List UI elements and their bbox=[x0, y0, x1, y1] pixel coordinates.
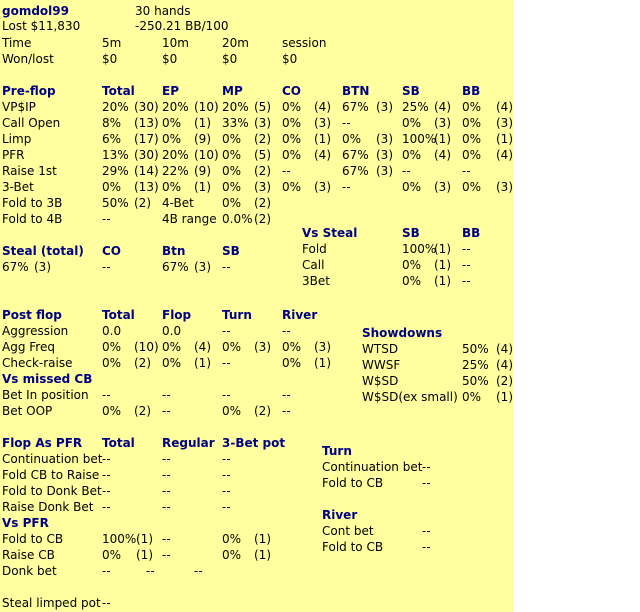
postflop-cell: (3) bbox=[314, 340, 331, 354]
turn-row-value: -- bbox=[422, 460, 431, 474]
preflop-cell: 0% bbox=[402, 148, 422, 162]
preflop-cell: 0% bbox=[462, 132, 482, 146]
preflop-cell: (2) bbox=[254, 164, 271, 178]
preflop-cell: (3) bbox=[376, 100, 393, 114]
postflop-cell: 0% bbox=[162, 340, 182, 354]
vs-steal-col-bb: BB bbox=[462, 226, 481, 240]
postflop-col-header: River bbox=[282, 308, 318, 322]
flop-pfr-regular: -- bbox=[162, 452, 171, 466]
missed-cb-cell: -- bbox=[282, 388, 291, 402]
postflop-cell: (1) bbox=[314, 356, 331, 370]
preflop-cell: 20% bbox=[222, 100, 249, 114]
preflop-cell: (30) bbox=[134, 148, 159, 162]
flop-as-pfr-title: Flop As PFR bbox=[2, 436, 83, 450]
preflop-cell: (3) bbox=[434, 116, 451, 130]
vs-pfr-regular: -- bbox=[162, 548, 171, 562]
preflop-cell: 100% bbox=[402, 132, 437, 146]
vs-pfr-3bet: 0% bbox=[222, 548, 242, 562]
preflop-cell: (14) bbox=[134, 164, 159, 178]
vs-steal-bb-value: -- bbox=[462, 274, 471, 288]
preflop-cell: 13% bbox=[102, 148, 129, 162]
vs-missed-cb-title: Vs missed CB bbox=[2, 372, 93, 386]
flop-pfr-regular: -- bbox=[162, 468, 171, 482]
preflop-cell: 20% bbox=[162, 100, 189, 114]
showdown-value: 0% bbox=[462, 390, 482, 404]
preflop-cell: 8% bbox=[102, 116, 122, 130]
preflop-cell: (4) bbox=[496, 148, 513, 162]
vs-steal-count: (1) bbox=[434, 242, 451, 256]
preflop-cell: (4) bbox=[314, 148, 331, 162]
vs-pfr-total: 100% bbox=[102, 532, 137, 546]
preflop-cell: (17) bbox=[134, 132, 159, 146]
preflop-cell: 0% bbox=[462, 180, 482, 194]
preflop-cell: 0% bbox=[222, 180, 242, 194]
postflop-cell: 0% bbox=[222, 340, 242, 354]
preflop-cell: 0% bbox=[402, 180, 422, 194]
fold-to-3bet-value: 50% bbox=[102, 196, 129, 210]
preflop-cell: (1) bbox=[314, 132, 331, 146]
postflop-col-header: Total bbox=[102, 308, 135, 322]
showdown-row-label: WWSF bbox=[362, 358, 401, 372]
preflop-cell: (5) bbox=[254, 148, 271, 162]
preflop-cell: 0% bbox=[282, 100, 302, 114]
missed-cb-cell: (2) bbox=[134, 404, 151, 418]
flop-pfr-3bet: -- bbox=[222, 468, 231, 482]
missed-cb-cell: 0% bbox=[222, 404, 242, 418]
flop-pfr-row-label: Raise Donk Bet bbox=[2, 500, 94, 514]
turn-title: Turn bbox=[322, 444, 352, 458]
postflop-row-label: Aggression bbox=[2, 324, 69, 338]
showdown-value: 50% bbox=[462, 374, 489, 388]
donk-bet-value: -- bbox=[194, 564, 203, 578]
preflop-cell: -- bbox=[282, 164, 291, 178]
preflop-cell: 0% bbox=[462, 116, 482, 130]
preflop-cell: (4) bbox=[314, 100, 331, 114]
postflop-cell: (2) bbox=[134, 356, 151, 370]
vs-pfr-3bet-count: (1) bbox=[254, 532, 271, 546]
preflop-cell: -- bbox=[402, 164, 411, 178]
turn-row-label: Continuation bet bbox=[322, 460, 423, 474]
preflop-cell: (3) bbox=[496, 180, 513, 194]
preflop-cell: 0% bbox=[222, 148, 242, 162]
flop-pfr-3bet: -- bbox=[222, 484, 231, 498]
preflop-cell: (4) bbox=[496, 100, 513, 114]
missed-cb-cell: -- bbox=[162, 404, 171, 418]
missed-cb-cell: -- bbox=[222, 388, 231, 402]
preflop-cell: 0% bbox=[462, 100, 482, 114]
four-bet-value: 0% bbox=[222, 196, 242, 210]
preflop-cell: 0% bbox=[162, 180, 182, 194]
postflop-cell: (10) bbox=[134, 340, 159, 354]
won-col-header: 20m bbox=[222, 36, 249, 50]
player-name: gomdol99 bbox=[2, 4, 69, 18]
steal-sb-value: -- bbox=[222, 260, 231, 274]
steal-col-sb: SB bbox=[222, 244, 240, 258]
postflop-cell: 0% bbox=[162, 356, 182, 370]
preflop-cell: (3) bbox=[496, 116, 513, 130]
four-bet-range-value: 0.0% bbox=[222, 212, 253, 226]
vs-steal-count: (1) bbox=[434, 274, 451, 288]
showdown-row-label: WTSD bbox=[362, 342, 399, 356]
won-col-header: Time bbox=[2, 36, 32, 50]
vs-pfr-total: 0% bbox=[102, 548, 122, 562]
fold-to-3bet-count: (2) bbox=[134, 196, 151, 210]
preflop-cell: 0% bbox=[222, 132, 242, 146]
preflop-cell: (9) bbox=[194, 164, 211, 178]
preflop-row-label: VP$IP bbox=[2, 100, 36, 114]
steal-btn-value: 67% bbox=[162, 260, 189, 274]
postflop-cell: -- bbox=[222, 356, 231, 370]
preflop-cell: (3) bbox=[434, 180, 451, 194]
won-value: $0 bbox=[222, 52, 238, 66]
showdown-count: (4) bbox=[496, 342, 513, 356]
postflop-col-header: Flop bbox=[162, 308, 192, 322]
flop-pfr-regular: -- bbox=[162, 500, 171, 514]
vs-steal-bb-value: -- bbox=[462, 258, 471, 272]
postflop-cell: -- bbox=[222, 324, 231, 338]
preflop-cell: 0% bbox=[222, 164, 242, 178]
flop-pfr-total: -- bbox=[102, 468, 111, 482]
donk-bet-value: -- bbox=[146, 564, 155, 578]
preflop-cell: (10) bbox=[194, 148, 219, 162]
showdown-row-label: W$SD(ex small) bbox=[362, 390, 458, 404]
postflop-title: Post flop bbox=[2, 308, 62, 322]
preflop-cell: (10) bbox=[194, 100, 219, 114]
flop-pfr-3bet: -- bbox=[222, 452, 231, 466]
showdown-value: 50% bbox=[462, 342, 489, 356]
preflop-col-header: EP bbox=[162, 84, 179, 98]
postflop-cell: -- bbox=[282, 324, 291, 338]
steal-total-value: 67% bbox=[2, 260, 29, 274]
preflop-cell: 20% bbox=[162, 148, 189, 162]
four-bet-range-count: (2) bbox=[254, 212, 271, 226]
postflop-cell: 0.0 bbox=[102, 324, 122, 338]
preflop-cell: 6% bbox=[102, 132, 122, 146]
river-row-value: -- bbox=[422, 524, 431, 538]
missed-cb-cell: (2) bbox=[254, 404, 271, 418]
postflop-cell: (1) bbox=[194, 356, 211, 370]
flop-pfr-3bet: -- bbox=[222, 500, 231, 514]
vs-steal-bb-value: -- bbox=[462, 242, 471, 256]
preflop-row-label: Limp bbox=[2, 132, 32, 146]
preflop-row-label: PFR bbox=[2, 148, 25, 162]
vs-steal-count: (1) bbox=[434, 258, 451, 272]
showdown-value: 25% bbox=[462, 358, 489, 372]
steal-title: Steal (total) bbox=[2, 244, 84, 258]
river-row-label: Cont bet bbox=[322, 524, 374, 538]
won-value: $0 bbox=[102, 52, 118, 66]
steal-limped-pot-label: Steal limped pot bbox=[2, 596, 101, 610]
vs-steal-sb-value: 0% bbox=[402, 274, 422, 288]
preflop-cell: 33% bbox=[222, 116, 249, 130]
turn-row-label: Fold to CB bbox=[322, 476, 384, 490]
preflop-cell: -- bbox=[342, 180, 351, 194]
postflop-cell: 0% bbox=[102, 356, 122, 370]
preflop-cell: 0% bbox=[162, 116, 182, 130]
preflop-title: Pre-flop bbox=[2, 84, 56, 98]
vs-steal-row-label: Fold bbox=[302, 242, 327, 256]
preflop-cell: (3) bbox=[254, 116, 271, 130]
preflop-cell: 25% bbox=[402, 100, 429, 114]
preflop-col-header: CO bbox=[282, 84, 302, 98]
postflop-cell: 0% bbox=[102, 340, 122, 354]
river-title: River bbox=[322, 508, 358, 522]
flop-pfr-total: -- bbox=[102, 500, 111, 514]
preflop-row-label: Call Open bbox=[2, 116, 61, 130]
missed-cb-cell: -- bbox=[282, 404, 291, 418]
showdown-count: (1) bbox=[496, 390, 513, 404]
won-row-label: Won/lost bbox=[2, 52, 54, 66]
preflop-cell: 22% bbox=[162, 164, 189, 178]
preflop-cell: (3) bbox=[314, 180, 331, 194]
preflop-cell: (1) bbox=[194, 180, 211, 194]
preflop-cell: (3) bbox=[314, 116, 331, 130]
turn-row-value: -- bbox=[422, 476, 431, 490]
preflop-cell: 0% bbox=[282, 132, 302, 146]
steal-col-btn: Btn bbox=[162, 244, 186, 258]
preflop-cell: 67% bbox=[342, 164, 369, 178]
preflop-cell: (30) bbox=[134, 100, 159, 114]
won-value: $0 bbox=[162, 52, 178, 66]
vs-steal-sb-value: 0% bbox=[402, 258, 422, 272]
steal-btn-count: (3) bbox=[194, 260, 211, 274]
postflop-cell: (4) bbox=[194, 340, 211, 354]
preflop-cell: 0% bbox=[282, 180, 302, 194]
preflop-cell: (3) bbox=[376, 148, 393, 162]
postflop-cell: 0% bbox=[282, 340, 302, 354]
bb-per-100: -250.21 BB/100 bbox=[135, 19, 229, 33]
flop-pfr-row-label: Continuation bet bbox=[2, 452, 103, 466]
postflop-cell: (3) bbox=[254, 340, 271, 354]
flop-pfr-regular: -- bbox=[162, 484, 171, 498]
vs-pfr-3bet-count: (1) bbox=[254, 548, 271, 562]
vs-pfr-row-label: Fold to CB bbox=[2, 532, 64, 546]
preflop-col-header: SB bbox=[402, 84, 420, 98]
steal-co-value: -- bbox=[102, 260, 111, 274]
preflop-cell: 0% bbox=[462, 148, 482, 162]
preflop-cell: 29% bbox=[102, 164, 129, 178]
preflop-cell: (4) bbox=[434, 100, 451, 114]
flop-pfr-col-3bet: 3-Bet pot bbox=[222, 436, 286, 450]
preflop-cell: (1) bbox=[194, 116, 211, 130]
preflop-col-header: BTN bbox=[342, 84, 370, 98]
four-bet-count: (2) bbox=[254, 196, 271, 210]
postflop-col-header: Turn bbox=[222, 308, 252, 322]
flop-pfr-col-regular: Regular bbox=[162, 436, 215, 450]
preflop-row-label: Raise 1st bbox=[2, 164, 57, 178]
steal-total-count: (3) bbox=[34, 260, 51, 274]
postflop-row-label: Check-raise bbox=[2, 356, 73, 370]
preflop-cell: -- bbox=[342, 116, 351, 130]
vs-pfr-regular: -- bbox=[162, 532, 171, 546]
preflop-cell: (5) bbox=[254, 100, 271, 114]
won-col-header: 5m bbox=[102, 36, 122, 50]
postflop-row-label: Agg Freq bbox=[2, 340, 55, 354]
preflop-cell: (13) bbox=[134, 180, 159, 194]
showdown-count: (2) bbox=[496, 374, 513, 388]
flop-pfr-row-label: Fold to Donk Bet bbox=[2, 484, 102, 498]
missed-cb-row-label: Bet In position bbox=[2, 388, 89, 402]
preflop-cell: (4) bbox=[434, 148, 451, 162]
flop-pfr-col-total: Total bbox=[102, 436, 135, 450]
preflop-cell: 20% bbox=[102, 100, 129, 114]
steal-limped-pot-value: -- bbox=[102, 596, 111, 610]
four-bet-label: 4-Bet bbox=[162, 196, 194, 210]
donk-bet-label: Donk bet bbox=[2, 564, 57, 578]
river-row-value: -- bbox=[422, 540, 431, 554]
preflop-row-label: 3-Bet bbox=[2, 180, 34, 194]
vs-pfr-3bet: 0% bbox=[222, 532, 242, 546]
preflop-cell: 0% bbox=[102, 180, 122, 194]
preflop-cell: (1) bbox=[434, 132, 451, 146]
vs-steal-sb-value: 100% bbox=[402, 242, 437, 256]
preflop-cell: (13) bbox=[134, 116, 159, 130]
preflop-cell: 0% bbox=[402, 116, 422, 130]
preflop-cell: 0% bbox=[162, 132, 182, 146]
preflop-cell: (1) bbox=[496, 132, 513, 146]
showdown-count: (4) bbox=[496, 358, 513, 372]
preflop-cell: (3) bbox=[376, 164, 393, 178]
river-row-label: Fold to CB bbox=[322, 540, 384, 554]
preflop-col-header: MP bbox=[222, 84, 243, 98]
missed-cb-cell: -- bbox=[102, 388, 111, 402]
preflop-col-header: BB bbox=[462, 84, 481, 98]
postflop-cell: 0.0 bbox=[162, 324, 182, 338]
preflop-cell: 0% bbox=[282, 116, 302, 130]
preflop-cell: 67% bbox=[342, 148, 369, 162]
vs-steal-row-label: Call bbox=[302, 258, 325, 272]
preflop-col-header: Total bbox=[102, 84, 135, 98]
missed-cb-cell: 0% bbox=[102, 404, 122, 418]
donk-bet-value: -- bbox=[102, 564, 111, 578]
preflop-cell: (3) bbox=[254, 180, 271, 194]
fold-to-3bet-label: Fold to 3B bbox=[2, 196, 63, 210]
preflop-cell: 0% bbox=[342, 132, 362, 146]
fold-to-4bet-value: -- bbox=[102, 212, 111, 226]
preflop-cell: (2) bbox=[254, 132, 271, 146]
flop-pfr-total: -- bbox=[102, 452, 111, 466]
preflop-cell: 0% bbox=[282, 148, 302, 162]
four-bet-range-label: 4B range bbox=[162, 212, 217, 226]
vs-steal-title: Vs Steal bbox=[302, 226, 358, 240]
steal-col-co: CO bbox=[102, 244, 122, 258]
vs-pfr-total-count: (1) bbox=[136, 532, 153, 546]
showdowns-title: Showdowns bbox=[362, 326, 443, 340]
hands-count: 30 hands bbox=[135, 4, 191, 18]
vs-steal-col-sb: SB bbox=[402, 226, 420, 240]
preflop-cell: 67% bbox=[342, 100, 369, 114]
vs-steal-row-label: 3Bet bbox=[302, 274, 330, 288]
vs-pfr-total-count: (1) bbox=[136, 548, 153, 562]
vs-pfr-row-label: Raise CB bbox=[2, 548, 55, 562]
missed-cb-cell: -- bbox=[162, 388, 171, 402]
preflop-cell: (9) bbox=[194, 132, 211, 146]
won-col-header: 10m bbox=[162, 36, 189, 50]
preflop-cell: -- bbox=[462, 164, 471, 178]
preflop-cell: (3) bbox=[376, 132, 393, 146]
flop-pfr-row-label: Fold CB to Raise bbox=[2, 468, 100, 482]
missed-cb-row-label: Bet OOP bbox=[2, 404, 53, 418]
showdown-row-label: W$SD bbox=[362, 374, 399, 388]
fold-to-4bet-label: Fold to 4B bbox=[2, 212, 63, 226]
flop-pfr-total: -- bbox=[102, 484, 111, 498]
won-col-header: session bbox=[282, 36, 327, 50]
session-result: Lost $11,830 bbox=[2, 19, 81, 33]
postflop-cell: 0% bbox=[282, 356, 302, 370]
won-value: $0 bbox=[282, 52, 298, 66]
vs-pfr-title: Vs PFR bbox=[2, 516, 49, 530]
